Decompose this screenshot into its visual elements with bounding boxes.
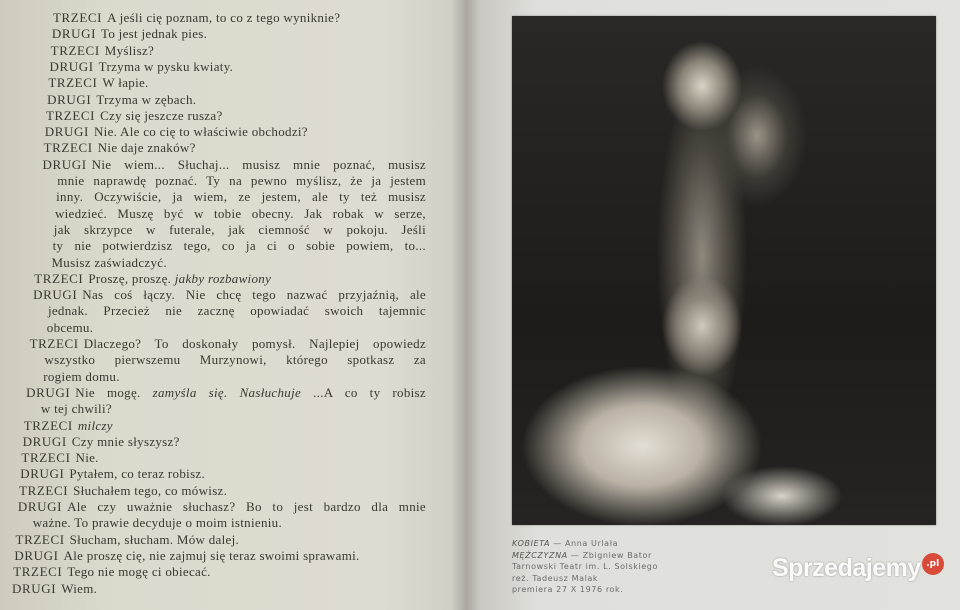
dialogue-continuation (41, 401, 112, 416)
speaker-name: DRUGI (51, 26, 96, 42)
dialogue-continuation (55, 206, 426, 221)
stage-photo (512, 16, 936, 525)
dialogue-text: Ale proszę cię, nie zajmuj się teraz swoimi sprawami. (63, 547, 360, 563)
dialogue-line (23, 434, 180, 449)
dialogue-text: jak skrzypce w futerale, jak ciemność w pokoju. Jeśli (53, 221, 426, 237)
dialogue-line (51, 43, 154, 58)
speaker-name: DRUGI (26, 384, 71, 400)
dialogue-text: Słucham, słucham. Mów dalej. (69, 531, 240, 547)
caption-director: reż. Tadeusz Malak (512, 573, 599, 583)
dialogue-text: jednak. Przecież nie zacznę opowiadać swoich tajemnic (47, 303, 426, 319)
speaker-name: DRUGI (47, 91, 92, 107)
dialogue-line (30, 336, 426, 351)
dialogue-text: mnie naprawdę poznać. Ty na pewno myślisz, że ja jestem (57, 173, 426, 188)
speaker-name: TRZECI (21, 450, 71, 466)
dialogue-text: Nie. (75, 450, 99, 466)
dialogue-text: Słuchałem tego, co mówisz. (73, 482, 228, 498)
dialogue-text: obcemu. (46, 319, 94, 335)
dialogue-continuation (56, 189, 426, 204)
speaker-name: TRZECI (23, 417, 73, 433)
photo-caption (512, 538, 658, 596)
stage-direction: zamyśla się. Nasłuchuje (152, 384, 302, 400)
dialogue-text: rogiem domu. (43, 368, 120, 384)
caption-theatre: Tarnowski Teatr im. L. Solskiego (512, 562, 658, 571)
speaker-name: DRUGI (49, 58, 94, 74)
speaker-name: TRZECI (15, 531, 65, 547)
speaker-name: DRUGI (20, 466, 65, 482)
watermark-badge: .pl (922, 553, 944, 575)
stage-direction: milczy (77, 417, 113, 433)
speaker-name: DRUGI (22, 433, 67, 449)
dialogue-continuation (51, 255, 166, 270)
dialogue-continuation (43, 369, 120, 384)
caption-role: KOBIETA (512, 539, 551, 548)
dialogue-text: Czy mnie słyszysz? (71, 433, 180, 449)
dialogue-text: Nie daje znaków? (97, 140, 196, 156)
dialogue-continuation (54, 222, 426, 237)
dialogue-text: Dlaczego? To doskonały pomysł. Najlepiej opowiedz (83, 336, 426, 351)
speaker-name: TRZECI (53, 10, 103, 25)
speaker-name: DRUGI (42, 156, 87, 172)
speaker-name: TRZECI (19, 482, 69, 498)
dialogue-text: Nie mogę. (75, 384, 153, 400)
dialogue-text: Czy się jeszcze rusza? (100, 107, 223, 123)
dialogue-continuation (48, 303, 426, 318)
speaker-name: TRZECI (34, 270, 84, 286)
dialogue-line (18, 499, 426, 514)
stage-direction: jakby rozbawiony (174, 270, 272, 286)
dialogue-text: inny. Oczywiście, ja wiem, ze jestem, ale ty też musisz (56, 189, 426, 205)
dialogue-line (24, 418, 113, 433)
dialogue-text: A jeśli cię poznam, to co z tego wyniknie? (107, 10, 341, 25)
dialogue-line (14, 548, 359, 563)
speaker-name: TRZECI (43, 140, 93, 156)
dialogue-line (16, 532, 240, 547)
dialogue-line (42, 157, 426, 172)
dialogue-text: Tego nie mogę ci obiecać. (67, 564, 211, 580)
dialogue-text: Nie wiem... Słuchaj... musisz mnie poznać, musisz (91, 156, 426, 172)
caption-actor: — Zbigniew Bator (570, 550, 652, 560)
dialogue-text: Myślisz? (104, 42, 155, 58)
dialogue-line (26, 385, 426, 400)
speaker-name: TRZECI (13, 564, 63, 580)
dialogue-text: w tej chwili? (40, 401, 112, 417)
dialogue-text: ...A co ty robisz (301, 384, 426, 400)
dialogue-line (13, 564, 210, 579)
dialogue-line (49, 59, 233, 74)
dialogue-text: Trzyma w pysku kwiaty. (98, 58, 234, 74)
dialogue-text: Proszę, proszę. (88, 270, 175, 286)
dialogue-line (46, 108, 223, 123)
dialogue-text: Trzyma w zębach. (96, 91, 197, 107)
caption-premiere: premiera 27 X 1976 rok. (512, 585, 624, 594)
dialogue-text: wszystko pierwszemu Murzynowi, którego spotkasz za (44, 352, 426, 368)
caption-role: MĘŻCZYZNA (512, 550, 568, 560)
dialogue-line (20, 466, 205, 481)
dialogue-continuation (47, 320, 94, 335)
dialogue-line (44, 140, 196, 155)
dialogue-line (34, 271, 271, 286)
dialogue-line (33, 287, 426, 302)
dialogue-line (21, 450, 98, 465)
speaker-name: TRZECI (48, 75, 98, 91)
dialogue-line (45, 124, 308, 139)
speaker-name: DRUGI (33, 287, 78, 303)
dialogue-text: W łapie. (102, 75, 149, 91)
dialogue-line (12, 581, 97, 596)
dialogue-continuation (44, 352, 426, 367)
speaker-name: DRUGI (14, 547, 59, 563)
speaker-name: DRUGI (17, 499, 63, 514)
dialogue-line (52, 26, 207, 41)
speaker-name: DRUGI (44, 124, 89, 140)
dialogue-text: To jest jednak pies. (101, 26, 208, 42)
dialogue-continuation (57, 173, 426, 188)
dialogue-line (48, 75, 148, 90)
dialogue-continuation (33, 515, 282, 530)
speaker-name: TRZECI (45, 107, 96, 123)
caption-line-2 (512, 550, 658, 562)
dialogue-line (47, 92, 196, 107)
speaker-name: DRUGI (12, 580, 57, 596)
caption-line-1 (512, 538, 658, 550)
dialogue-line (19, 483, 227, 498)
dialogue-text: Nie. Ale co cię to właściwie obchodzi? (93, 124, 308, 140)
dialogue-text: Nas coś łączy. Nie chcę tego nazwać przyjaźnią, ale (82, 287, 426, 303)
dialogue-text: Pytałem, co teraz robisz. (69, 466, 206, 482)
dialogue-text: Wiem. (61, 580, 98, 596)
dialogue-text: ty nie potwierdzisz tego, co ja ci o sobie powiem, to... (52, 238, 426, 254)
dialogue-text: wiedzieć. Muszę być w tobie obecny. Jak robak w serze, (54, 205, 426, 221)
dialogue-text: Musisz zaświadczyć. (51, 254, 167, 270)
caption-actor: — Anna Urlała (553, 539, 619, 548)
dialogue-continuation (53, 238, 426, 253)
watermark-logo: Sprzedajemy (772, 554, 921, 582)
dialogue-text: ważne. To prawie decyduje o moim istnieniu. (32, 515, 283, 531)
speaker-name: TRZECI (50, 42, 100, 58)
speaker-name: TRZECI (29, 336, 79, 351)
dialogue-text: Ale czy uważnie słuchasz? Bo to jest bardzo dla mnie (67, 499, 426, 514)
watermark (772, 553, 944, 583)
dialogue-line (53, 10, 340, 25)
